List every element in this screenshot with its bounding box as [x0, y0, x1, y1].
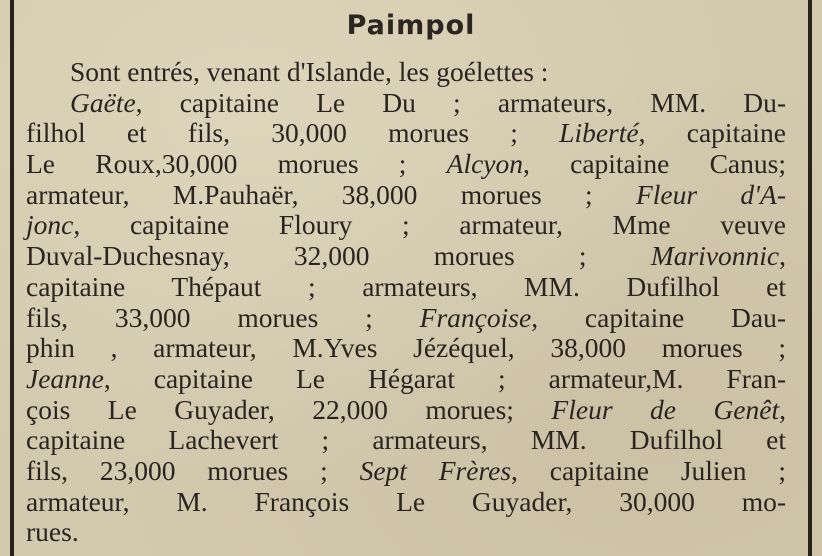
article-text: çois Le Guyader, 22,000 morues;: [26, 393, 552, 425]
article-text: fils, 33,000 morues ;: [26, 301, 420, 333]
column-rule-right: [808, 0, 812, 556]
article-text: capitaine Lachevert ; armateurs, MM. Dufilhol et: [26, 424, 786, 456]
article-line: [26, 88, 786, 119]
ship-name: Françoise: [419, 301, 532, 333]
article-heading: Paimpol: [346, 10, 476, 41]
article-text: phin , armateur, M.Yves Jézéquel, 38,000 morues ;: [26, 332, 786, 364]
article-text: armateur, M.Pauhaër, 38,000 morues ;: [26, 178, 636, 210]
article-text: , capitaine Canus;: [523, 148, 786, 180]
ship-name: Jeanne: [26, 362, 104, 394]
article-line: [26, 180, 786, 211]
article-line: [26, 487, 786, 518]
article-text: armateur, M. François Le Guyader, 30,000 mo-: [26, 485, 786, 517]
article-text: rues.: [26, 516, 79, 548]
article-text: , capitaine Julien ;: [511, 454, 786, 486]
article-text: ,: [779, 240, 786, 272]
article-line: [26, 364, 786, 395]
ship-name: Fleur de Genêt: [551, 393, 780, 425]
article-line: [26, 425, 786, 456]
article-text: capitaine Thépaut ; armateurs, MM. Dufilhol et: [26, 270, 786, 302]
ship-name: Gaëte: [70, 86, 136, 118]
article-text: , capitaine Dau-: [531, 301, 786, 333]
article-body: [26, 57, 786, 548]
ship-name: jonc: [26, 209, 74, 241]
article-line: [26, 303, 786, 334]
article-lines: [26, 88, 786, 548]
article-text: , capitaine: [638, 117, 786, 149]
article-text: fils, 23,000 morues ;: [26, 454, 360, 486]
article-line: [26, 272, 786, 303]
article-line: [26, 517, 786, 548]
ship-name: Alcyon: [446, 148, 523, 180]
article-line: [26, 241, 786, 272]
ship-name: Fleur d'A-: [635, 178, 786, 210]
article-line: [26, 118, 786, 149]
ship-name: Liberté: [559, 117, 639, 149]
ship-name: Marivonnic: [650, 240, 780, 272]
article-line: [26, 149, 786, 180]
article-text: filhol et fils, 30,000 morues ;: [26, 117, 560, 149]
article-text: , capitaine Le Du ; armateurs, MM. Du-: [135, 86, 786, 118]
article-text: Le Roux,30,000 morues ;: [26, 148, 447, 180]
ship-name: Sept Frères: [359, 454, 512, 486]
article-text: ,: [779, 393, 786, 425]
article-line: [26, 456, 786, 487]
article-line: [26, 395, 786, 426]
article-intro: Sont entrés, venant d'Islande, les goélettes :: [70, 56, 549, 87]
article-text: , capitaine Floury ; armateur, Mme veuve: [73, 209, 786, 241]
column-rule-left: [10, 0, 14, 556]
article-text: , capitaine Le Hégarat ; armateur,M. Fran-: [103, 362, 786, 394]
article-line: [26, 210, 786, 241]
article-line: [26, 333, 786, 364]
article-text: Duval-Duchesnay, 32,000 morues ;: [26, 240, 651, 272]
